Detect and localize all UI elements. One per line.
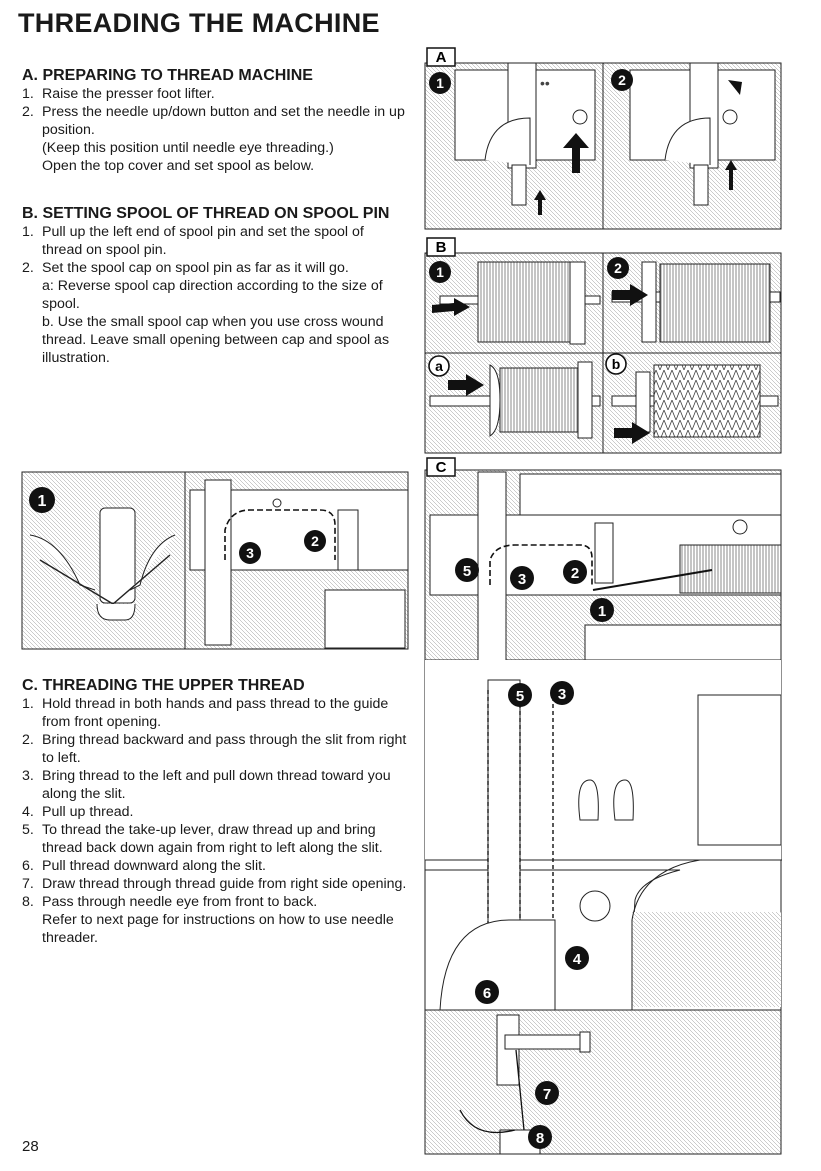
- figure-b-label: [427, 238, 455, 256]
- figure-c-marker: [475, 980, 499, 1004]
- svg-text:B: B: [435, 239, 447, 256]
- figure-b-marker: [429, 356, 449, 376]
- svg-text:1: 1: [597, 603, 607, 620]
- step-item: 1. Hold thread in both hands and pass thread to the guide from front opening.: [22, 696, 389, 730]
- step-item: 1. Pull up the left end of spool pin and set the spool of thread on spool pin.: [22, 224, 364, 258]
- figure-a: [425, 48, 781, 229]
- svg-text:1: 1: [436, 264, 444, 280]
- figure-a-marker: [611, 69, 633, 91]
- figure-c-marker: [455, 558, 479, 582]
- figure-b-marker: [606, 354, 626, 374]
- svg-text:A: A: [435, 49, 447, 66]
- svg-text:b: b: [611, 356, 621, 372]
- step-item: 5. To thread the take-up lever, draw thread up and bring thread back down again from right to left along the slit.: [22, 822, 383, 856]
- detail-marker: [304, 530, 326, 552]
- step-item: 2. Press the needle up/down button and set the needle in up position. (Keep this position until needle eye threading.) Open the top cover and set spool as below.: [22, 104, 405, 174]
- svg-text:4: 4: [572, 951, 582, 968]
- figure-c-marker: [535, 1081, 559, 1105]
- figure-c-marker: [590, 598, 614, 622]
- page-number: 28: [22, 1138, 39, 1155]
- svg-text:3: 3: [246, 545, 254, 561]
- step-item: 8. Pass through needle eye from front to back. Refer to next page for instructions on how to use needle threader.: [22, 894, 394, 946]
- section-a-heading: A. PREPARING TO THREAD MACHINE: [22, 67, 313, 84]
- section-b-heading: B. SETTING SPOOL OF THREAD ON SPOOL PIN: [22, 205, 390, 222]
- svg-text:••: ••: [540, 75, 550, 91]
- step-item: 4. Pull up thread.: [22, 804, 134, 820]
- figure-c-marker: [565, 946, 589, 970]
- detail-marker: [239, 542, 261, 564]
- svg-text:a: a: [435, 358, 443, 374]
- figure-b-marker: [607, 257, 629, 279]
- svg-text:2: 2: [570, 565, 580, 582]
- svg-text:6: 6: [482, 985, 492, 1002]
- svg-text:3: 3: [517, 571, 527, 588]
- figure-c: [425, 458, 782, 1154]
- svg-text:1: 1: [37, 493, 47, 510]
- svg-text:2: 2: [311, 533, 319, 549]
- figure-c-label: [427, 458, 455, 476]
- svg-text:3: 3: [557, 686, 567, 703]
- spool-b: [612, 365, 778, 444]
- svg-text:8: 8: [535, 1130, 545, 1147]
- step-item: 7. Draw thread through thread guide from right side opening.: [22, 876, 407, 892]
- figure-c-detail: [22, 472, 408, 649]
- svg-text:2: 2: [614, 260, 622, 276]
- step-item: 1. Raise the presser foot lifter.: [22, 86, 215, 102]
- svg-text:5: 5: [515, 688, 525, 705]
- figure-b: [425, 238, 781, 453]
- svg-text:5: 5: [462, 563, 472, 580]
- figure-a-label: [427, 48, 455, 66]
- section-c-heading: C. THREADING THE UPPER THREAD: [22, 677, 305, 694]
- figure-c-marker: [550, 681, 574, 705]
- figure-c-marker: [528, 1125, 552, 1149]
- step-item: 2. Bring thread backward and pass through the slit from right to left.: [22, 732, 407, 766]
- svg-text:2: 2: [618, 72, 626, 88]
- figure-a-marker: [429, 72, 451, 94]
- detail-marker: [29, 487, 55, 513]
- figure-c-marker: [563, 560, 587, 584]
- svg-text:C: C: [435, 459, 447, 476]
- figure-c-marker: [510, 566, 534, 590]
- figure-b-marker: [429, 261, 451, 283]
- svg-text:1: 1: [436, 75, 444, 91]
- step-item: 3. Bring thread to the left and pull down thread toward you along the slit.: [22, 768, 391, 802]
- svg-text:7: 7: [542, 1086, 552, 1103]
- figure-c-marker: [508, 683, 532, 707]
- step-item: 2. Set the spool cap on spool pin as far as it will go. a: Reverse spool cap direction according to the size of spool. b. Use the small spool cap when you use cross wound thread. Leave small opening between cap and spool as illustration.: [22, 260, 390, 366]
- page-title: THREADING THE MACHINE: [18, 8, 380, 38]
- step-item: 6. Pull thread downward along the slit.: [22, 858, 266, 874]
